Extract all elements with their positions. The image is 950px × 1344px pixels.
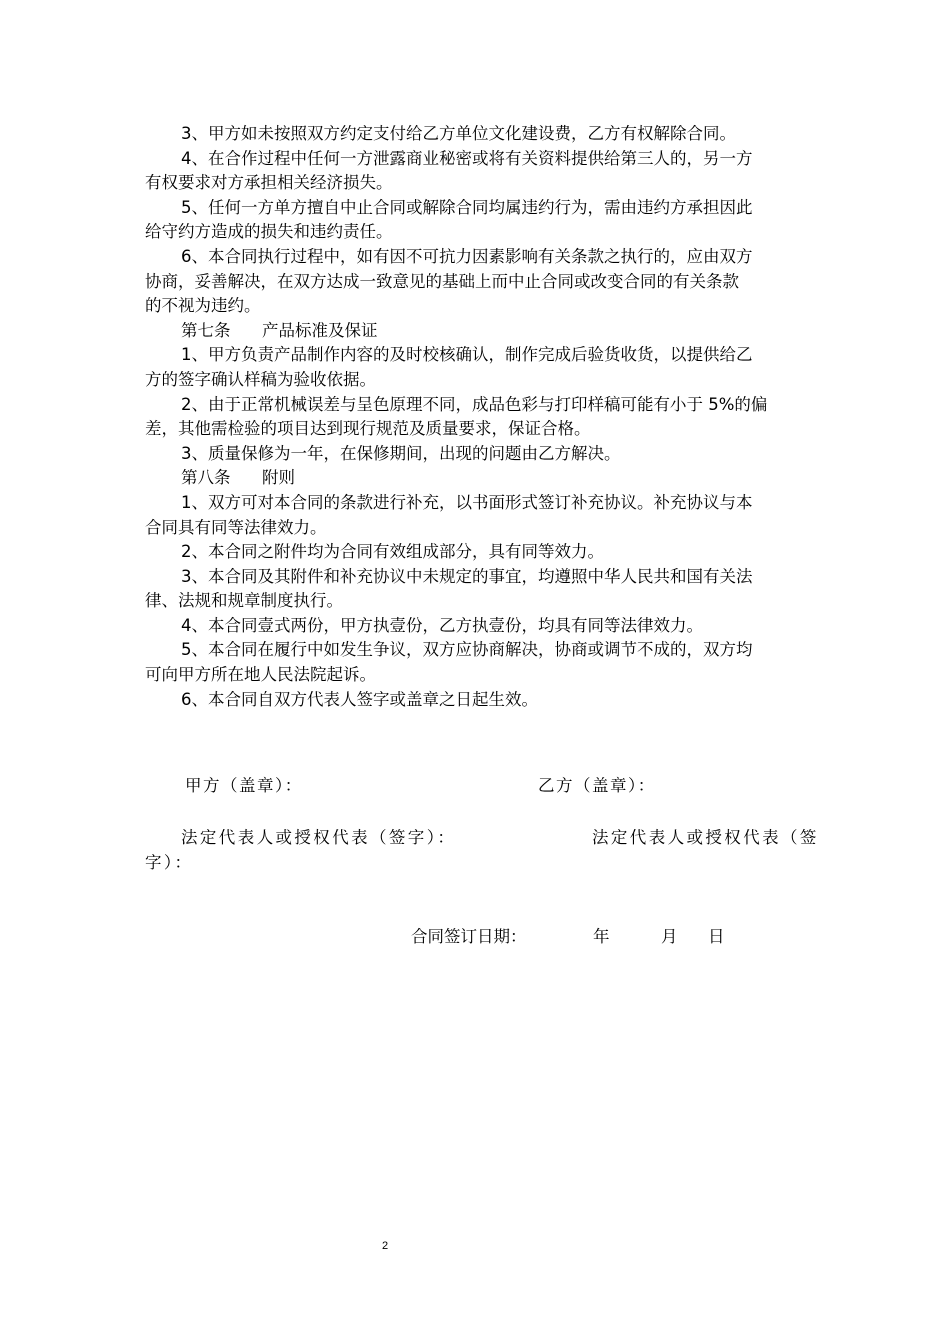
party-b-representative-label-continued: 字）：	[145, 853, 194, 872]
clause-line: 2、本合同之附件均为合同有效组成部分，具有同等效力。	[181, 542, 604, 562]
clause-paragraph	[145, 688, 850, 713]
clause-line: 2、由于正常机械误差与呈色原理不同，成品色彩与打印样稿可能有小于 5%的偏	[181, 394, 768, 414]
page-number: 2	[381, 1240, 389, 1252]
signing-date-year: 年	[593, 927, 610, 946]
clause-paragraph	[145, 343, 850, 392]
party-b-representative-label: 法定代表人或授权代表（签	[592, 828, 819, 847]
clause-paragraph	[145, 565, 850, 614]
clause-line: 合同具有同等法律效力。	[145, 517, 327, 537]
clause-paragraph	[145, 614, 850, 639]
clause-line: 差，其他需检验的项目达到现行规范及质量要求，保证合格。	[145, 419, 591, 439]
clause-line: 4、在合作过程中任何一方泄露商业秘密或将有关资料提供给第三人的，另一方	[181, 148, 753, 168]
signing-date-day: 日	[708, 927, 725, 946]
contract-body	[145, 122, 850, 712]
signing-date-month: 月	[661, 927, 678, 946]
clause-line: 6、本合同执行过程中，如有因不可抗力因素影响有关条款之执行的，应由双方	[181, 246, 753, 266]
party-b-seal-label: 乙方（盖章）：	[538, 776, 656, 795]
clause-paragraph	[145, 491, 850, 540]
clause-line: 有权要求对方承担相关经济损失。	[145, 173, 393, 193]
clause-line: 5、任何一方单方擅自中止合同或解除合同均属违约行为，需由违约方承担因此	[181, 197, 753, 217]
clause-line: 3、质量保修为一年，在保修期间，出现的问题由乙方解决。	[181, 443, 621, 463]
clause-line: 3、本合同及其附件和补充协议中未规定的事宜，均遵照中华人民共和国有关法	[181, 566, 753, 586]
article-8-heading: 第八条 附则	[181, 468, 295, 488]
clause-line: 1、双方可对本合同的条款进行补充，以书面形式签订补充协议。补充协议与本	[181, 492, 753, 512]
clause-line: 方的签字确认样稿为验收依据。	[145, 369, 376, 389]
clause-paragraph	[145, 442, 850, 467]
clause-line: 协商，妥善解决，在双方达成一致意见的基础上而中止合同或改变合同的有关条款	[145, 271, 739, 291]
clause-line: 的不视为违约。	[145, 296, 261, 316]
party-a-seal-label: 甲方（盖章）：	[185, 776, 303, 795]
clause-paragraph	[145, 122, 850, 147]
clause-paragraph	[145, 196, 850, 245]
clause-line: 1、甲方负责产品制作内容的及时校核确认，制作完成后验货收货，以提供给乙	[181, 345, 753, 365]
clause-line: 6、本合同自双方代表人签字或盖章之日起生效。	[181, 689, 538, 709]
clause-line: 律、法规和规章制度执行。	[145, 591, 343, 611]
article-7-heading: 第七条 产品标准及保证	[181, 320, 378, 340]
clause-paragraph	[145, 147, 850, 196]
party-a-representative-label: 法定代表人或授权代表（签字）：	[181, 828, 457, 847]
clause-line: 5、本合同在履行中如发生争议，双方应协商解决，协商或调节不成的，双方均	[181, 640, 753, 660]
clause-paragraph	[145, 540, 850, 565]
clause-paragraph	[145, 393, 850, 442]
clause-line: 可向甲方所在地人民法院起诉。	[145, 665, 376, 685]
clause-paragraph	[145, 638, 850, 687]
signing-date-label: 合同签订日期：	[411, 927, 527, 946]
clause-line: 4、本合同壹式两份，甲方执壹份，乙方执壹份，均具有同等法律效力。	[181, 615, 703, 635]
clause-line: 给守约方造成的损失和违约责任。	[145, 222, 393, 242]
clause-paragraph	[145, 245, 850, 319]
clause-line: 3、甲方如未按照双方约定支付给乙方单位文化建设费，乙方有权解除合同。	[181, 124, 736, 143]
